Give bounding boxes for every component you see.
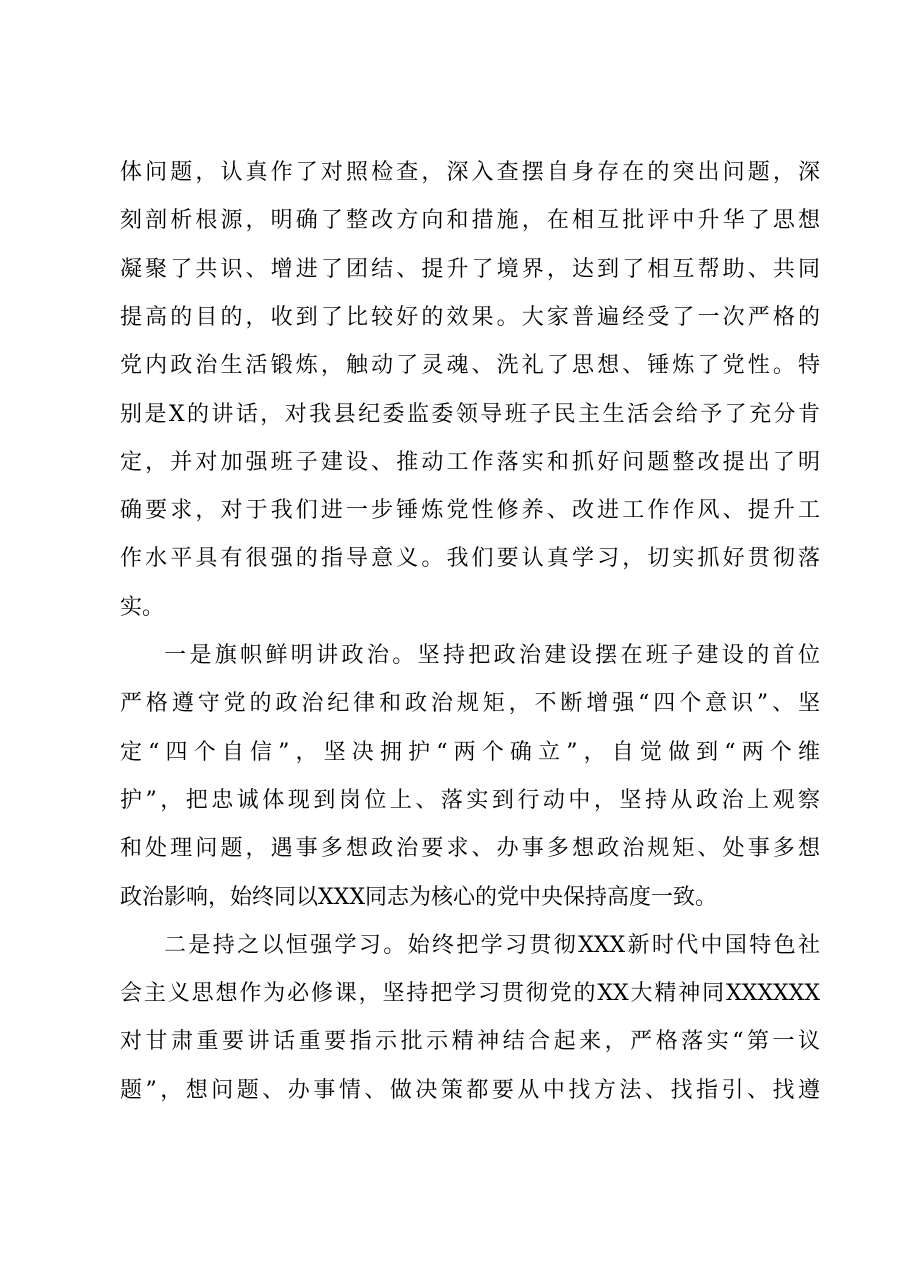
text-line: 严格遵守党的政治纪律和政治规矩，不断增强“四个意识”、坚 xyxy=(120,691,820,717)
text-line: 和处理问题，遇事多想政治要求、办事多想政治规矩、处事多想 xyxy=(120,836,820,862)
text-line: 对甘肃重要讲话重要指示批示精神结合起来，严格落实“第一议 xyxy=(120,1029,820,1055)
text-line: 会主义思想作为必修课，坚持把学习贯彻党的XX大精神同XXXXXX xyxy=(120,981,820,1007)
text-line: 提高的目的，收到了比较好的效果。大家普遍经受了一次严格的 xyxy=(120,304,820,330)
text-line: 体问题，认真作了对照检查，深入查摆自身存在的突出问题，深 xyxy=(120,160,820,185)
text-line: 一是旗帜鲜明讲政治。坚持把政治建设摆在班子建设的首位 xyxy=(164,643,820,668)
text-line: 政治影响，始终同以XXX同志为核心的党中央保持高度一致。 xyxy=(120,884,717,910)
text-line: 实。 xyxy=(120,594,165,620)
text-line: 凝聚了共识、增进了团结、提升了境界，达到了相互帮助、共同 xyxy=(120,256,820,282)
text-line: 二是持之以恒强学习。始终把学习贯彻XXX新时代中国特色社 xyxy=(164,932,820,958)
text-line: 作水平具有很强的指导意义。我们要认真学习，切实抓好贯彻落 xyxy=(120,546,820,572)
text-line: 别是X的讲话，对我县纪委监委领导班子民主生活会给予了充分肯 xyxy=(120,401,820,427)
text-line: 确要求，对于我们进一步锤炼党性修养、改进工作作风、提升工 xyxy=(120,498,820,524)
text-line: 刻剖析根源，明确了整改方向和措施，在相互批评中升华了思想 xyxy=(120,208,820,234)
text-line: 定“四个自信”，坚决拥护“两个确立”，自觉做到“两个维 xyxy=(120,739,820,765)
text-line: 护”，把忠诚体现到岗位上、落实到行动中，坚持从政治上观察 xyxy=(120,787,820,813)
text-line: 党内政治生活锻炼，触动了灵魂、洗礼了思想、锤炼了党性。特 xyxy=(120,353,820,379)
text-line: 定，并对加强班子建设、推动工作落实和抓好问题整改提出了明 xyxy=(120,449,820,475)
text-line: 题”，想问题、办事情、做决策都要从中找方法、找指引、找遵 xyxy=(120,1077,820,1103)
